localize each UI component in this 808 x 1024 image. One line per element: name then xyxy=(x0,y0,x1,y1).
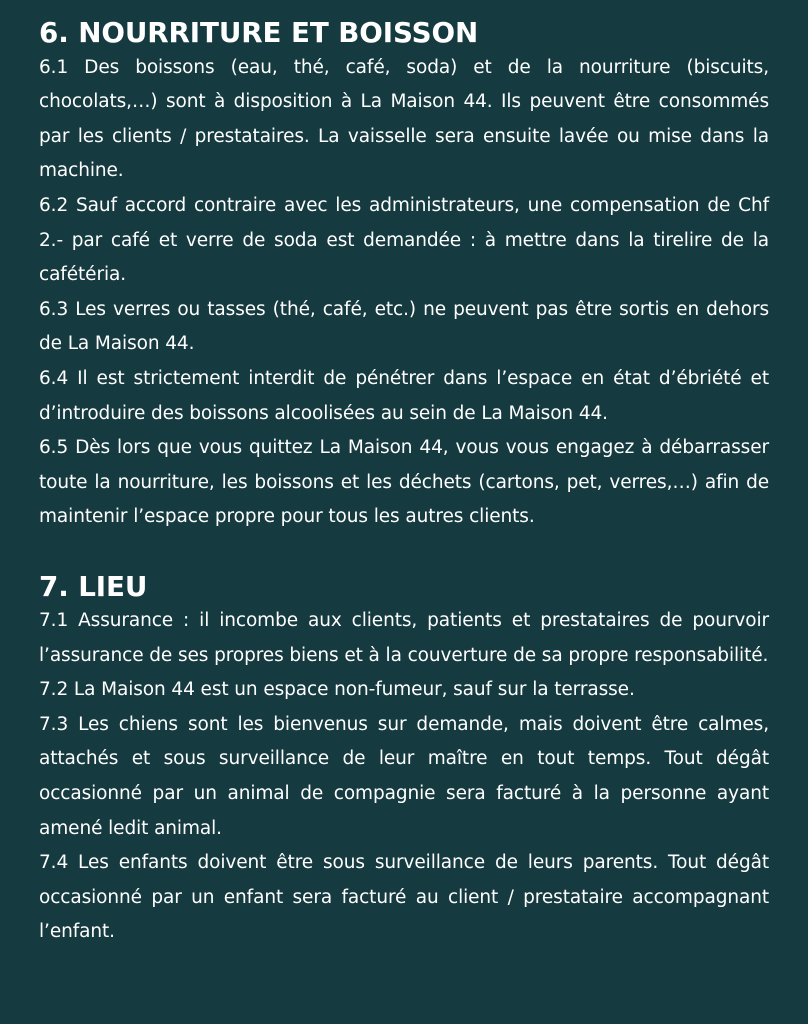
rule-paragraph: 6.5 Dès lors que vous quittez La Maison 44, vous vous engagez à débarrasser toute la nourriture, les boissons et les déchets (cartons, pet, verres,…) afin de maintenir l’espace propre pour tous les autres clients. xyxy=(39,437,769,528)
place-section xyxy=(39,570,769,951)
rule-paragraph: 6.3 Les verres ou tasses (thé, café, etc.) ne peuvent pas être sortis en dehors de La Maison 44. xyxy=(39,298,769,355)
rule-paragraph: 7.3 Les chiens sont les bienvenus sur demande, mais doivent être calmes, attachés et sous surveillance de leur maître en tout temps. Tout dégât occasionné par un animal de compagnie sera facturé à la personne ayant amené ledit animal. xyxy=(39,713,769,839)
section-spacer xyxy=(39,535,769,570)
rule-paragraph: 7.1 Assurance : il incombe aux clients, patients et prestataires de pourvoir l’assurance de ses propres biens et à la couverture de sa propre responsabilité. xyxy=(39,610,769,666)
food-and-drink-section xyxy=(39,16,769,535)
rule-paragraph: 6.1 Des boissons (eau, thé, café, soda) et de la nourriture (biscuits, chocolats,…) sont à disposition à La Maison 44. Ils peuvent être consommés par les clients / prestataires. La vaisselle sera ensuite lavée ou mise dans la machine. xyxy=(39,56,769,182)
rule-paragraph: 6.2 Sauf accord contraire avec les administrateurs, une compensation de Chf 2.- par café et verre de soda est demandée : à mettre dans la tirelire de la cafétéria. xyxy=(39,194,769,286)
section-title: 6. NOURRITURE ET BOISSON xyxy=(39,16,479,49)
rule-paragraph: 7.4 Les enfants doivent être sous surveillance de leurs parents. Tout dégât occasionné par un enfant sera facturé au client / prestataire accompagnant l’enfant. xyxy=(39,852,769,943)
section-title: 7. LIEU xyxy=(39,569,148,603)
rule-paragraph: 6.4 Il est strictement interdit de pénétrer dans l’espace en état d’ébriété et d’introduire des boissons alcoolisées au sein de La Maison 44. xyxy=(39,367,769,424)
rule-paragraph: 7.2 La Maison 44 est un espace non-fumeur, sauf sur la terrasse. xyxy=(39,679,635,701)
